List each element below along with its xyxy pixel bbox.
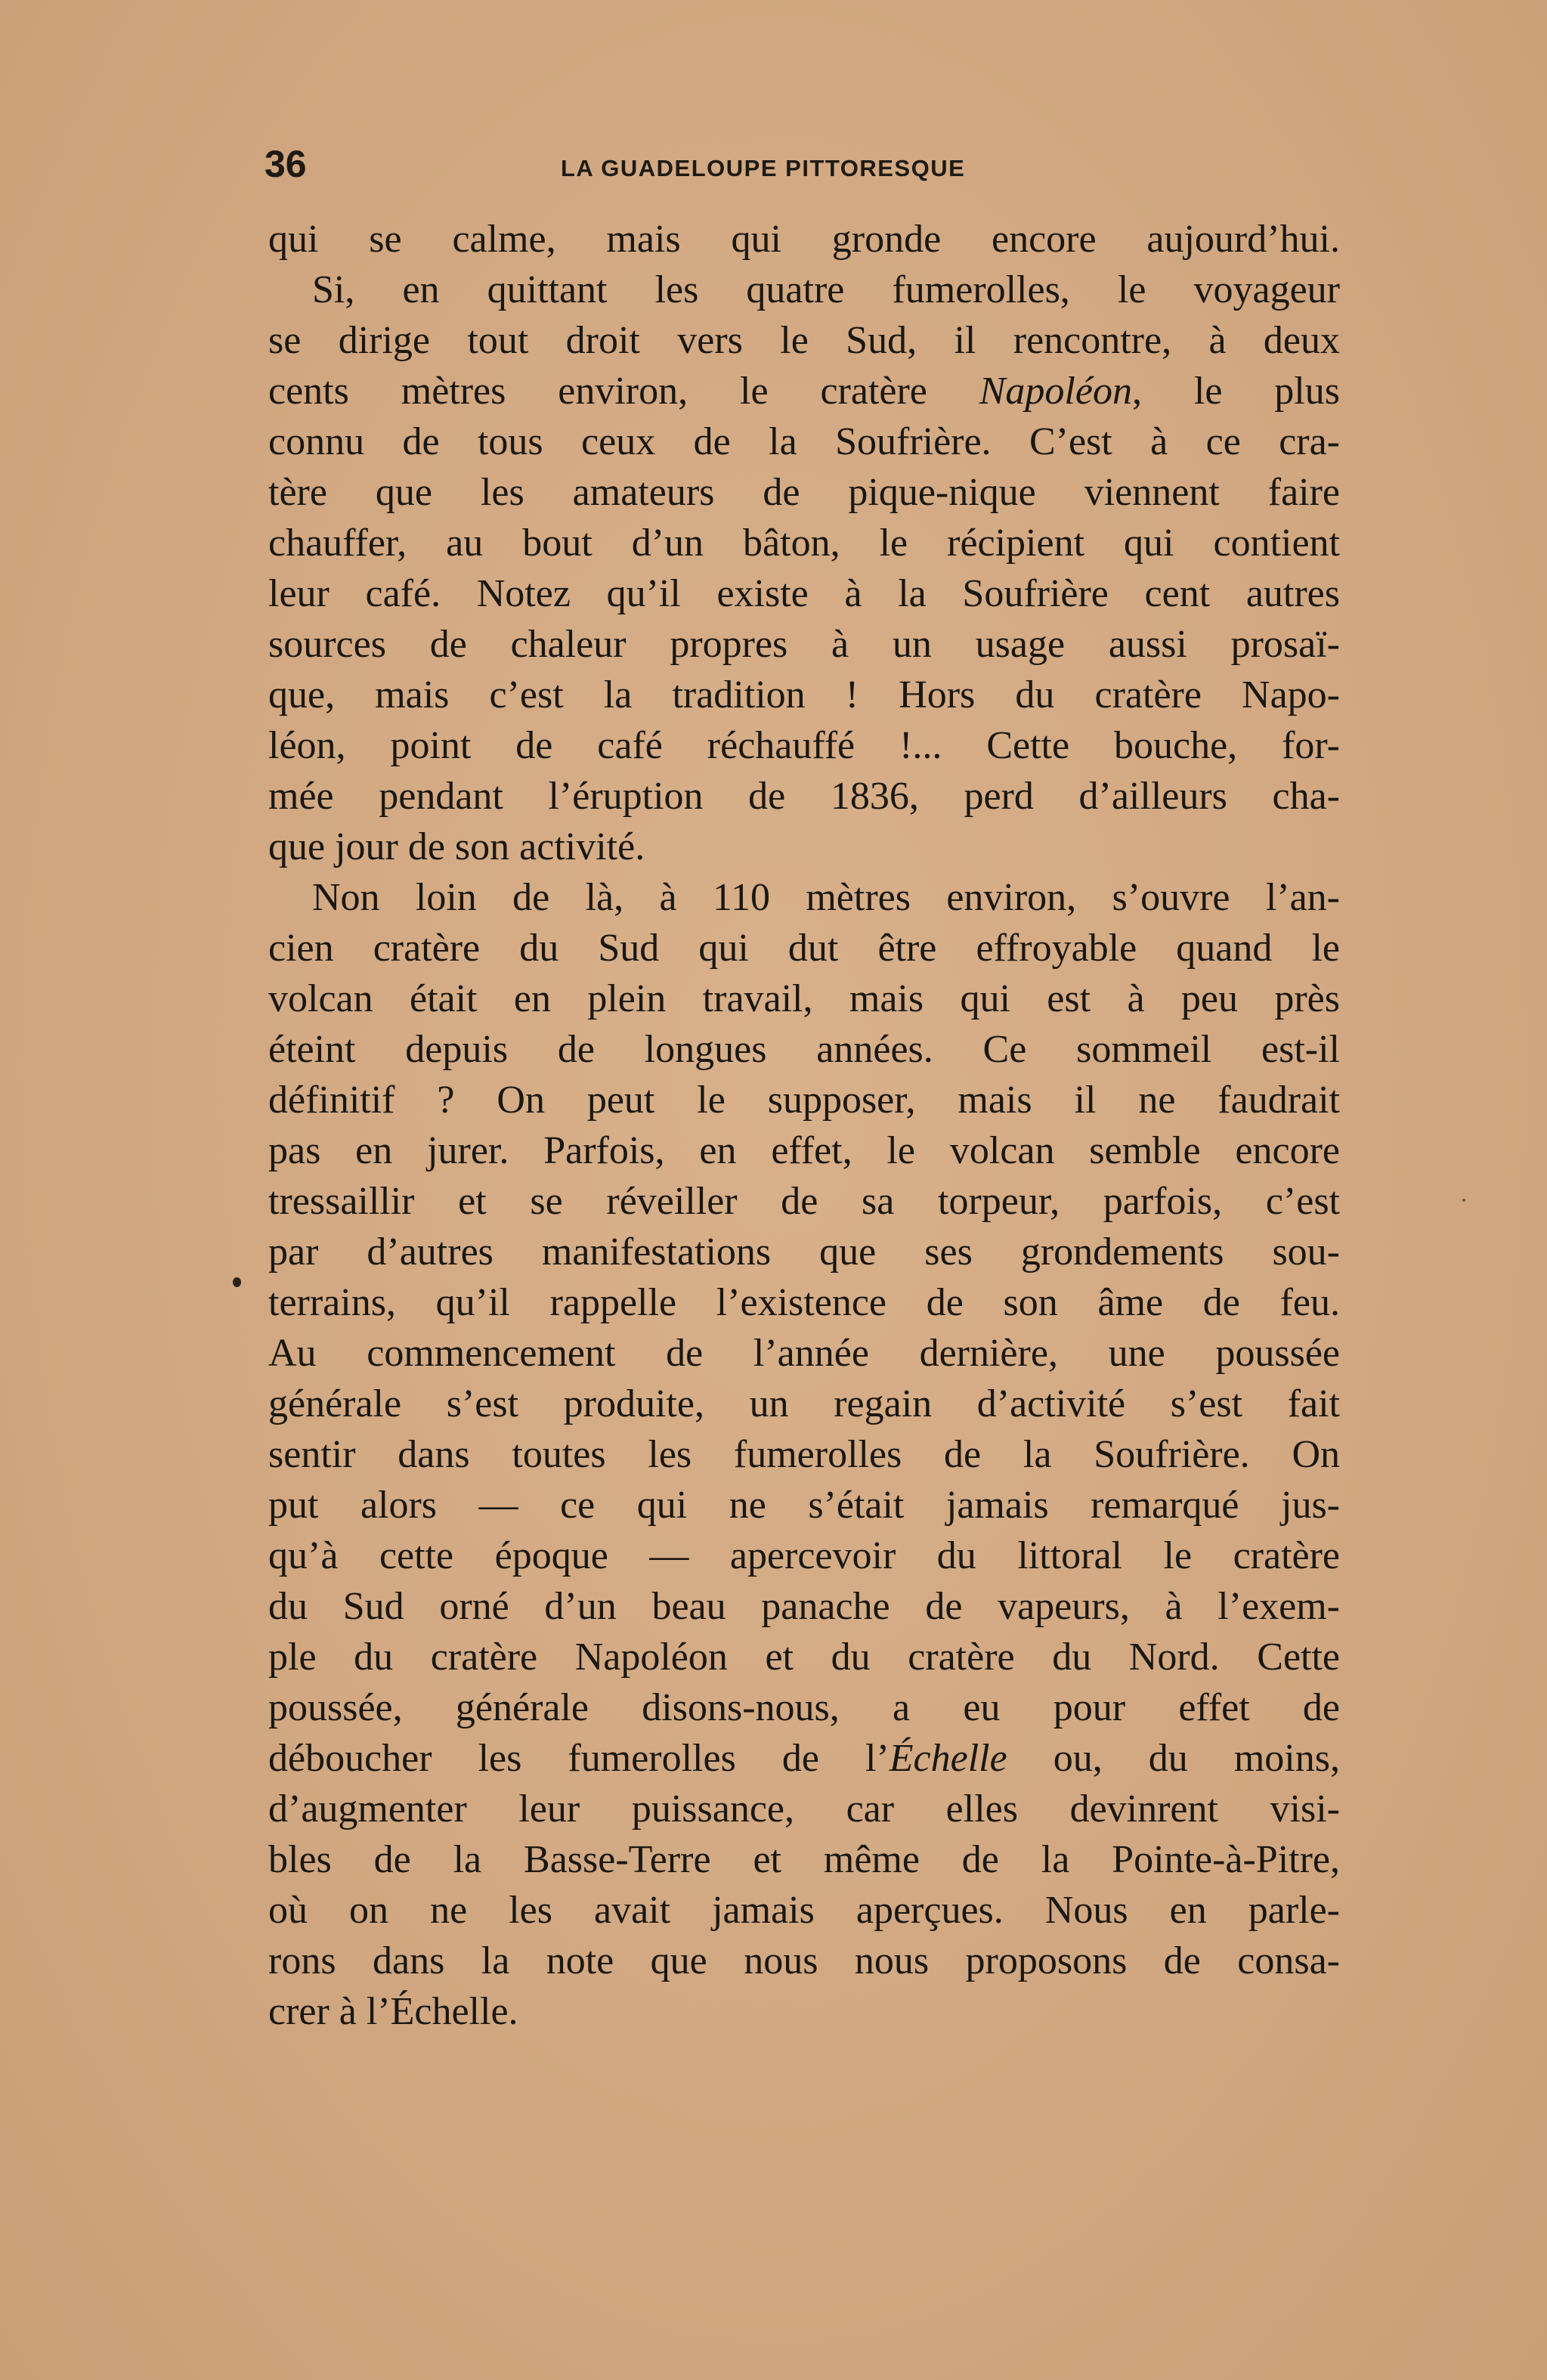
text-line: qu’à cette époque — apercevoir du littoral le cratère [268, 1534, 1340, 1577]
text-line: tère que les amateurs de pique-nique viennent faire [268, 471, 1340, 514]
text-line: leur café. Notez qu’il existe à la Soufrière cent autres [268, 572, 1340, 615]
text-line: terrains, qu’il rappelle l’existence de son âme de feu. [268, 1281, 1340, 1324]
text-line: poussée, générale disons-nous, a eu pour effet de [268, 1686, 1340, 1729]
text-line: sources de chaleur propres à un usage aussi prosaï- [268, 623, 1340, 666]
text-line: put alors — ce qui ne s’était jamais remarqué jus- [268, 1484, 1340, 1527]
running-title: LA GUADELOUPE PITTORESQUE [561, 155, 966, 181]
page-header [265, 142, 1353, 187]
text-line: définitif ? On peut le supposer, mais il ne faudrait [268, 1079, 1340, 1122]
text-line: volcan était en plein travail, mais qui est à peu près [268, 977, 1340, 1020]
text-line: chauffer, au bout d’un bâton, le récipient qui contient [268, 521, 1340, 565]
text-line: tressaillir et se réveiller de sa torpeur, parfois, c’est [268, 1180, 1340, 1223]
text-line: ple du cratère Napoléon et du cratère du Nord. Cette [268, 1636, 1340, 1679]
text-line: que, mais c’est la tradition ! Hors du cratère Napo- [268, 673, 1340, 716]
text-line: bles de la Basse-Terre et même de la Pointe-à-Pitre, [268, 1838, 1340, 1881]
text-line: se dirige tout droit vers le Sud, il rencontre, à deux [268, 319, 1340, 362]
ink-speck [233, 1277, 241, 1287]
text-line: cien cratère du Sud qui dut être effroyable quand le [268, 927, 1340, 970]
text-line: léon, point de café réchauffé !... Cette bouche, for- [268, 724, 1340, 767]
text-line: générale s’est produite, un regain d’activité s’est fait [268, 1382, 1340, 1425]
text-line: où on ne les avait jamais aperçues. Nous en parle- [268, 1889, 1340, 1932]
text-line: Au commencement de l’année dernière, une poussée [268, 1332, 1340, 1375]
text-line: Non loin de là, à 110 mètres environ, s’ouvre l’an- [312, 876, 1340, 919]
text-line: d’augmenter leur puissance, car elles devinrent visi- [268, 1787, 1340, 1831]
text-line: déboucher les fumerolles de l’Échelle ou, du moins, [268, 1737, 1340, 1780]
text-line: rons dans la note que nous nous proposons de consa- [268, 1939, 1340, 1982]
text-line: mée pendant l’éruption de 1836, perd d’ailleurs cha- [268, 775, 1340, 818]
text-line: sentir dans toutes les fumerolles de la Soufrière. On [268, 1433, 1340, 1476]
text-line: connu de tous ceux de la Soufrière. C’est à ce cra- [268, 420, 1340, 463]
text-line: par d’autres manifestations que ses grondements sou- [268, 1230, 1340, 1274]
text-line: qui se calme, mais qui gronde encore aujourd’hui. [268, 218, 1340, 261]
text-line: pas en jurer. Parfois, en effet, le volcan semble encore [268, 1129, 1340, 1172]
text-line: crer à l’Échelle. [268, 1990, 518, 2033]
text-line: cents mètres environ, le cratère Napoléon, le plus [268, 370, 1340, 413]
ink-speck [1462, 1199, 1465, 1202]
text-line: éteint depuis de longues années. Ce sommeil est-il [268, 1028, 1340, 1071]
body-text [268, 214, 1340, 2037]
text-line: que jour de son activité. [268, 825, 645, 868]
text-line: Si, en quittant les quatre fumerolles, le voyageur [312, 268, 1340, 311]
page-number: 36 [265, 143, 307, 185]
text-line: du Sud orné d’un beau panache de vapeurs, à l’exem- [268, 1585, 1340, 1628]
